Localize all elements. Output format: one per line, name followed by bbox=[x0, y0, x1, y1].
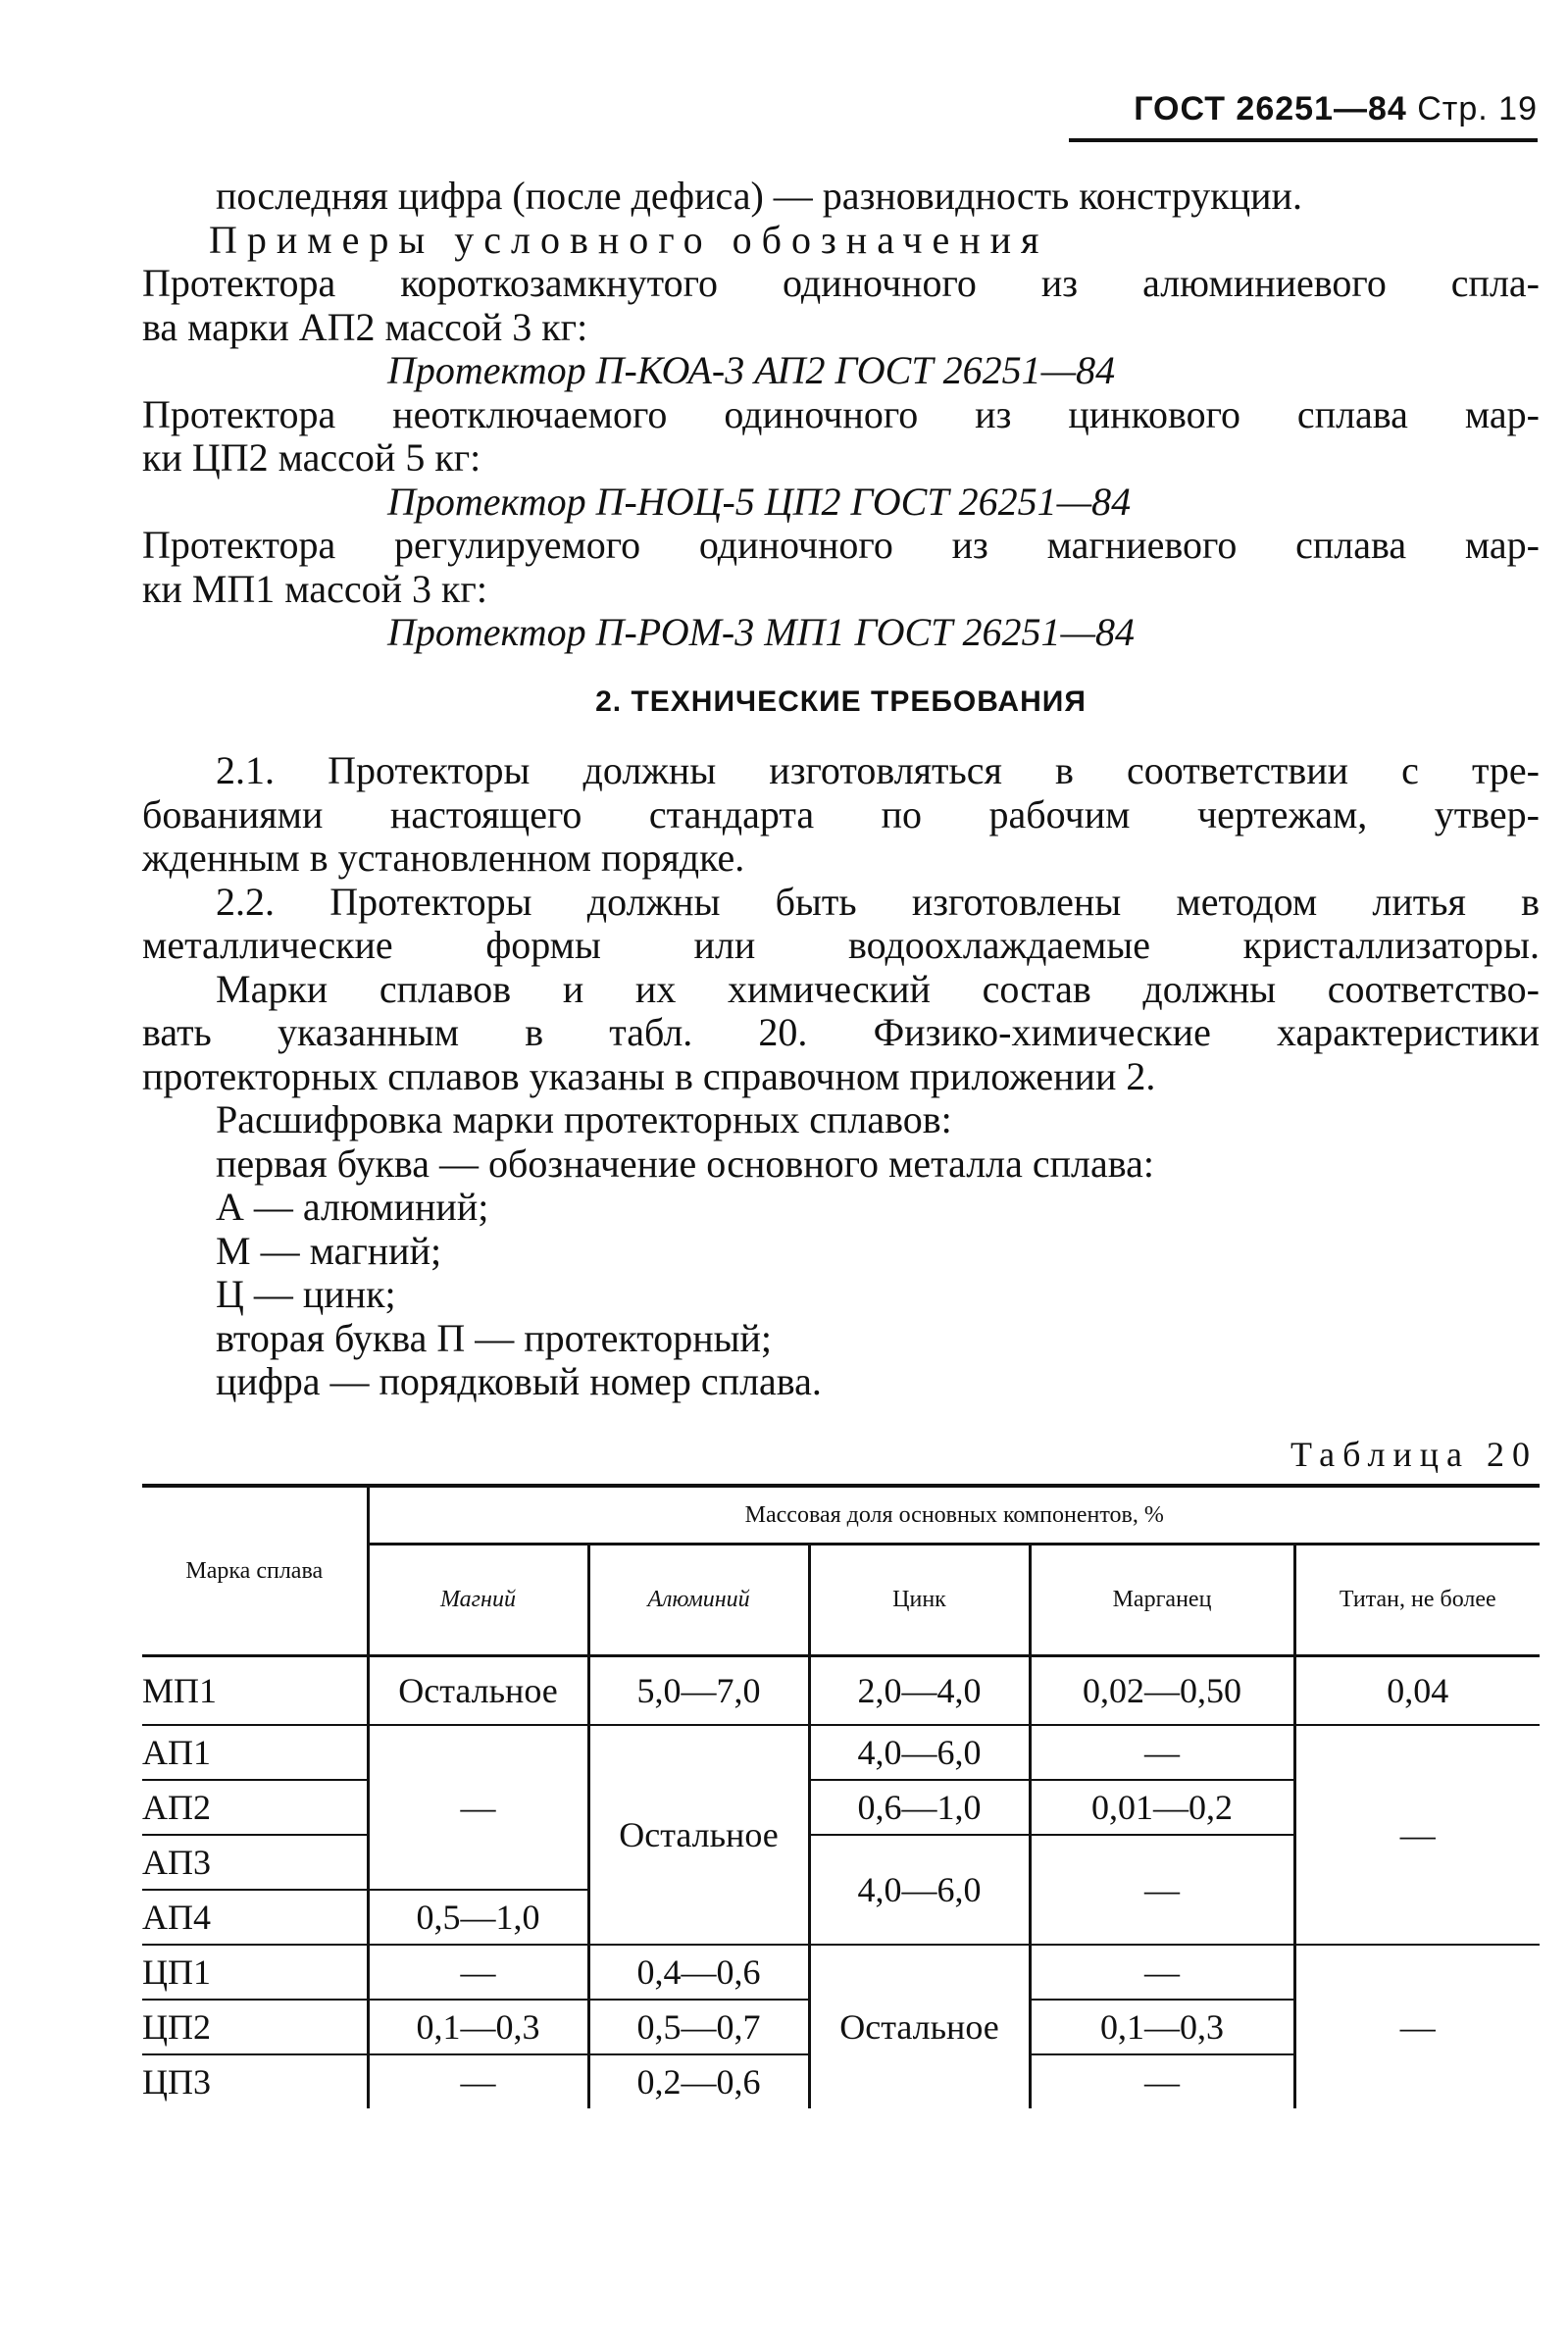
row-label: ЦП1 bbox=[142, 1945, 368, 2000]
decoding-item: цифра — порядковый номер сплава. bbox=[216, 1359, 822, 1403]
clause-2-1-line-3: жденным в установленном порядке. bbox=[142, 836, 745, 880]
clause-2-2-line-4: вать указанным в табл. 20. Физико-химические характеристики bbox=[142, 1010, 1540, 1054]
example-3-line-1: Протектора регулируемого одиночного из магниевого сплава мар- bbox=[142, 523, 1540, 567]
body-text bbox=[142, 175, 1540, 1404]
column-group-header: Массовая доля основных компонентов, % bbox=[368, 1486, 1540, 1545]
table-cell: — bbox=[1030, 1835, 1294, 1945]
table-caption: Таблица 20 bbox=[1290, 1435, 1538, 1474]
example-2-line-1: Протектора неотключаемого одиночного из цинкового сплава мар- bbox=[142, 391, 1540, 436]
decoding-item: М — магний; bbox=[216, 1228, 442, 1273]
decoding-heading: Расшифровка марки протекторных сплавов: bbox=[216, 1097, 952, 1141]
table-cell: 2,0—4,0 bbox=[809, 1656, 1030, 1725]
row-label: АП3 bbox=[142, 1835, 368, 1890]
examples-heading: Примеры условного обозначения bbox=[209, 217, 1049, 262]
row-label: ЦП2 bbox=[142, 2000, 368, 2054]
clause-2-2-line-2: металлические формы или водоохлаждаемые кристаллизаторы. bbox=[142, 923, 1540, 967]
column-header-manganese: Марганец bbox=[1030, 1545, 1294, 1656]
table-cell: — bbox=[368, 1725, 588, 1890]
table-cell: 0,04 bbox=[1294, 1656, 1540, 1725]
example-1-designation: Протектор П-КОА-3 АП2 ГОСТ 26251—84 bbox=[387, 348, 1116, 392]
clause-2-1-line-1: 2.1. Протекторы должны изготовляться в соответствии с тре- bbox=[216, 748, 1540, 792]
row-label: АП1 bbox=[142, 1725, 368, 1780]
section-heading: 2. ТЕХНИЧЕСКИЕ ТРЕБОВАНИЯ bbox=[595, 684, 1087, 718]
table-cell: 0,5—0,7 bbox=[588, 2000, 809, 2054]
decoding-item: Ц — цинк; bbox=[216, 1272, 396, 1316]
example-1-line-1: Протектора короткозамкнутого одиночного из алюминиевого спла- bbox=[142, 261, 1540, 305]
clause-2-1-line-2: бованиями настоящего стандарта по рабочим чертежам, утвер- bbox=[142, 791, 1540, 836]
column-header-aluminium: Алюминий bbox=[588, 1545, 809, 1656]
clause-2-2-line-5: протекторных сплавов указаны в справочном приложении 2. bbox=[142, 1053, 1156, 1098]
decoding-item: первая буква — обозначение основного металла сплава: bbox=[216, 1140, 1154, 1186]
example-1-line-2: ва марки АП2 массой 3 кг: bbox=[142, 304, 588, 349]
table-cell: 0,01—0,2 bbox=[1030, 1780, 1294, 1835]
table-cell: — bbox=[368, 1945, 588, 2000]
table-cell: 0,02—0,50 bbox=[1030, 1656, 1294, 1725]
header-doc-number: ГОСТ 26251—84 bbox=[1134, 90, 1407, 127]
table-cell: — bbox=[368, 2054, 588, 2108]
table-cell: 0,5—1,0 bbox=[368, 1890, 588, 1945]
decoding-item: вторая буква П — протекторный; bbox=[216, 1315, 773, 1360]
table-cell: 0,4—0,6 bbox=[588, 1945, 809, 2000]
table-cell: Остальное bbox=[588, 1725, 809, 1945]
row-label: ЦП3 bbox=[142, 2061, 211, 2102]
clause-2-2-line-1: 2.2. Протекторы должны быть изготовлены методом литья в bbox=[216, 879, 1540, 924]
example-2-line-2: ки ЦП2 массой 5 кг: bbox=[142, 435, 481, 480]
table-cell: Остальное bbox=[809, 1945, 1030, 2108]
table-cell: 0,1—0,3 bbox=[1030, 2000, 1294, 2054]
table-cell: — bbox=[1294, 1945, 1540, 2108]
column-header-titanium: Титан, не более bbox=[1294, 1545, 1540, 1656]
table-cell: — bbox=[1030, 1725, 1294, 1780]
row-label: АП2 bbox=[142, 1780, 368, 1835]
table-cell: — bbox=[1294, 1725, 1540, 1945]
table-cell: 4,0—6,0 bbox=[809, 1725, 1030, 1780]
table-cell: 4,0—6,0 bbox=[809, 1835, 1030, 1945]
table-cell: — bbox=[1030, 2054, 1294, 2108]
decoding-item: А — алюминий; bbox=[216, 1185, 489, 1229]
table-cell: Остальное bbox=[368, 1656, 588, 1725]
column-header-zinc: Цинк bbox=[809, 1545, 1030, 1656]
example-2-designation: Протектор П-НОЦ-5 ЦП2 ГОСТ 26251—84 bbox=[387, 479, 1132, 524]
clause-2-2-line-3: Марки сплавов и их химический состав должны соответство- bbox=[216, 966, 1540, 1011]
alloy-composition-table bbox=[142, 1484, 1540, 2108]
header-page-number: Стр. 19 bbox=[1417, 90, 1538, 127]
table-cell: 0,6—1,0 bbox=[809, 1780, 1030, 1835]
row-label: АП4 bbox=[142, 1890, 368, 1945]
row-label: МП1 bbox=[142, 1656, 368, 1725]
example-3-designation: Протектор П-РОМ-3 МП1 ГОСТ 26251—84 bbox=[387, 610, 1136, 654]
column-header-magnesium: Магний bbox=[368, 1545, 588, 1656]
running-header bbox=[1069, 90, 1538, 142]
table-cell: 0,1—0,3 bbox=[368, 2000, 588, 2054]
table-cell: 5,0—7,0 bbox=[588, 1656, 809, 1725]
table-cell: 0,2—0,6 bbox=[588, 2054, 809, 2108]
table-cell: — bbox=[1030, 1945, 1294, 2000]
column-header-grade: Марка сплава bbox=[142, 1486, 368, 1656]
example-3-line-2: ки МП1 массой 3 кг: bbox=[142, 566, 487, 611]
paragraph: последняя цифра (после дефиса) — разновидность конструкции. bbox=[216, 174, 1302, 218]
